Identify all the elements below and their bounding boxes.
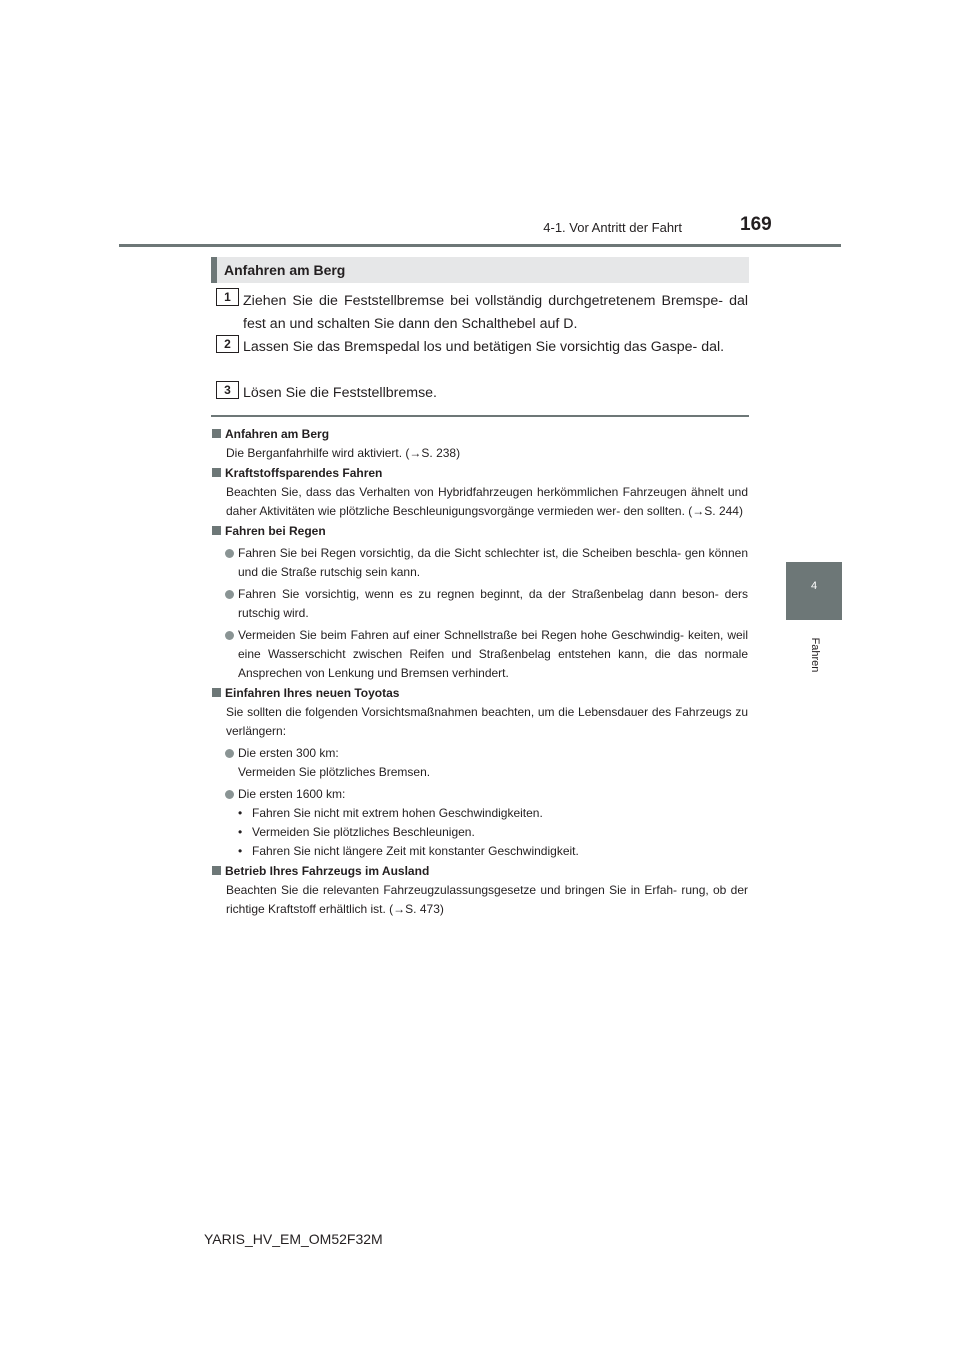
step-text-3: Lösen Sie die Feststellbremse. bbox=[243, 385, 437, 401]
round-bullet-icon bbox=[225, 749, 234, 758]
step-number-1: 1 bbox=[216, 288, 239, 306]
list-item: Die ersten 300 km: Vermeiden Sie plötzliches Bremsen. bbox=[212, 744, 748, 782]
note-body: Die Berganfahrhilfe wird aktiviert. (→S. 238) bbox=[226, 446, 461, 460]
step-number-3: 3 bbox=[216, 381, 239, 399]
note-heading: Fahren bei Regen bbox=[212, 522, 748, 541]
square-bullet-icon bbox=[212, 526, 221, 535]
round-bullet-icon bbox=[225, 631, 234, 640]
round-bullet-icon bbox=[225, 590, 234, 599]
step-number-2: 2 bbox=[216, 335, 239, 353]
list-item: Vermeiden Sie beim Fahren auf einer Schnellstraße bei Regen hohe Geschwindig- keiten, weil eine Wasserschicht zwischen Reifen und Straßenbelag entstehen kann, die das normale Ansprechen von Lenkung und Bremsen verhindert. bbox=[212, 626, 748, 683]
round-bullet-icon bbox=[225, 790, 234, 799]
section-header-accent bbox=[211, 257, 217, 283]
note-heading: Betrieb Ihres Fahrzeugs im Ausland bbox=[212, 862, 748, 881]
list-item: Die ersten 1600 km: bbox=[212, 785, 748, 804]
chapter-label: Fahren bbox=[809, 637, 821, 673]
section-divider bbox=[211, 415, 749, 417]
sub-list-item: • Fahren Sie nicht mit extrem hohen Geschwindigkeiten. bbox=[238, 806, 543, 820]
running-header: 4-1. Vor Antritt der Fahrt bbox=[543, 220, 682, 235]
step-text-2: Lassen Sie das Bremspedal los und betätigen Sie vorsichtig das Gaspe- dal. bbox=[243, 339, 725, 355]
page-number: 169 bbox=[740, 214, 772, 235]
square-bullet-icon bbox=[212, 429, 221, 438]
note-break-in bbox=[212, 684, 748, 861]
section-title: Anfahren am Berg bbox=[224, 262, 346, 278]
square-bullet-icon bbox=[212, 468, 221, 477]
note-hill-start bbox=[212, 425, 748, 463]
step-text-1: Ziehen Sie die Feststellbremse bei vollständig durchgetretenem Bremspe- dal fest an und schalten Sie dann den Schalthebel auf D. bbox=[243, 293, 748, 332]
note-abroad bbox=[212, 862, 748, 919]
note-heading: Kraftstoffsparendes Fahren bbox=[212, 464, 748, 483]
sub-list-item: • Fahren Sie nicht längere Zeit mit konstanter Geschwindigkeit. bbox=[238, 844, 579, 858]
note-heading: Anfahren am Berg bbox=[212, 425, 748, 444]
note-body: Sie sollten die folgenden Vorsichtsmaßnahmen beachten, um die Lebensdauer des Fahrzeugs zu verlängern: bbox=[226, 705, 748, 738]
sub-list-item: • Vermeiden Sie plötzliches Beschleunigen. bbox=[238, 825, 475, 839]
square-bullet-icon bbox=[212, 866, 221, 875]
note-body: Beachten Sie, dass das Verhalten von Hybridfahrzeugen herkömmlichen Fahrzeugen ähnelt und daher Aktivitäten wie plötzliche Beschleunigungsvorgänge vermieden wer- den sollten. (→S. 244) bbox=[226, 485, 748, 518]
document-code: YARIS_HV_EM_OM52F32M bbox=[204, 1231, 383, 1247]
note-fuel-saving bbox=[212, 464, 748, 521]
list-item: Fahren Sie bei Regen vorsichtig, da die Sicht schlechter ist, die Scheiben beschla- gen können und die Straße rutschig sein kann. bbox=[212, 544, 748, 582]
notes-section bbox=[212, 425, 748, 920]
note-heading: Einfahren Ihres neuen Toyotas bbox=[212, 684, 748, 703]
note-body: Beachten Sie die relevanten Fahrzeugzulassungsgesetze und bringen Sie in Erfah- rung, ob der richtige Kraftstoff erhältlich ist. (→S. 473) bbox=[226, 883, 748, 916]
chapter-tab bbox=[786, 562, 842, 620]
round-bullet-icon bbox=[225, 549, 234, 558]
header-rule bbox=[119, 244, 841, 247]
chapter-number: 4 bbox=[810, 580, 818, 592]
list-item: Fahren Sie vorsichtig, wenn es zu regnen beginnt, da der Straßenbelag dann beson- ders rutschig wird. bbox=[212, 585, 748, 623]
note-rain bbox=[212, 522, 748, 683]
square-bullet-icon bbox=[212, 688, 221, 697]
